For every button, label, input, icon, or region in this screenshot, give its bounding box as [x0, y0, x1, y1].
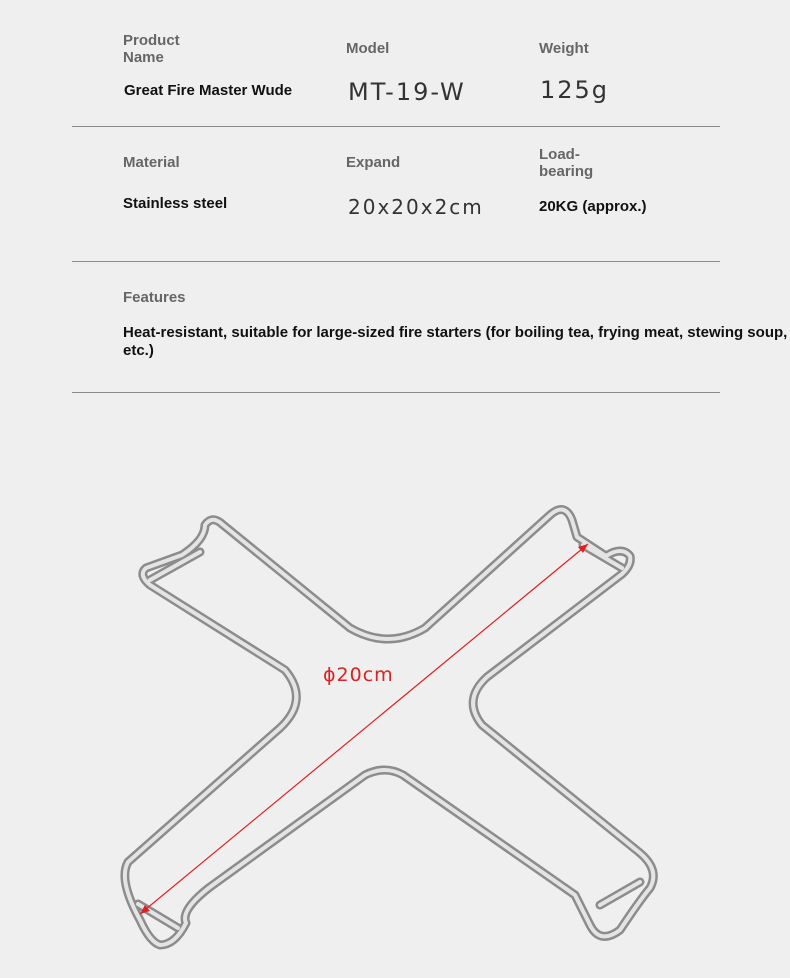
- product-name-label: Product Name: [123, 32, 180, 66]
- load-bearing-label: Load-bearing: [539, 146, 594, 180]
- model-value: MT-19-W: [348, 78, 466, 106]
- expand-value: 20x20x2cm: [348, 195, 484, 219]
- material-value: Stainless steel: [123, 195, 228, 212]
- divider: [72, 261, 720, 262]
- divider: [72, 392, 720, 393]
- dimension-label: ϕ20cm: [323, 664, 394, 686]
- product-name-value: Great Fire Master Wude: [124, 82, 293, 99]
- model-label: Model: [346, 40, 390, 57]
- features-label: Features: [123, 289, 186, 306]
- divider: [72, 126, 720, 127]
- weight-value: 125g: [540, 76, 610, 104]
- stove-rack-photo: [0, 440, 790, 978]
- weight-label: Weight: [539, 40, 589, 57]
- load-bearing-value: 20KG (approx.): [539, 198, 647, 215]
- material-label: Material: [123, 154, 180, 171]
- features-value: Heat-resistant, suitable for large-sized fire starters (for boiling tea, frying meat, stewing soup, etc.): [123, 324, 788, 359]
- rack-frame: [125, 510, 653, 945]
- expand-label: Expand: [346, 154, 401, 171]
